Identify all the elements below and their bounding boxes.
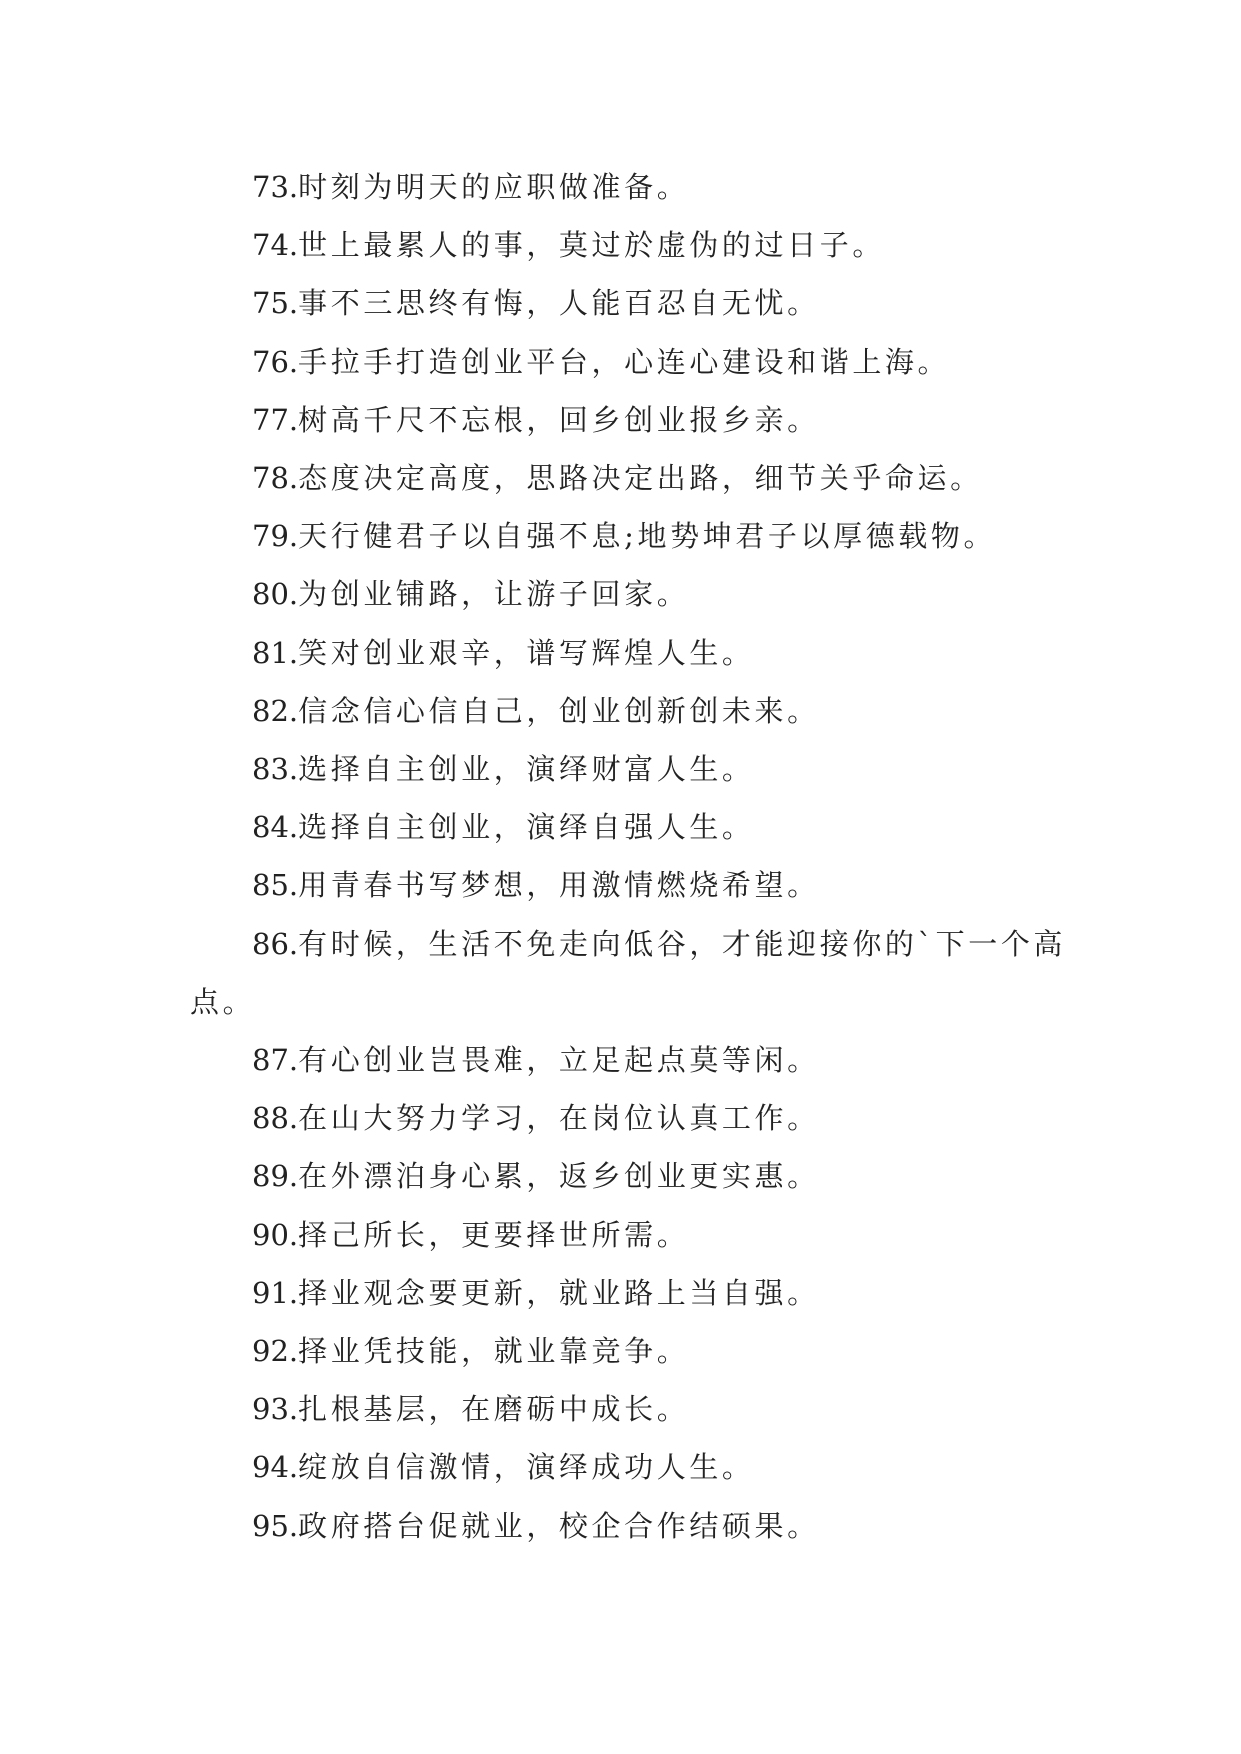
item-number: 81. [252,635,299,670]
item-text: 时刻为明天的应职做准备。 [298,170,690,204]
list-item [190,158,1070,216]
item-text: 世上最累人的事，莫过於虚伪的过日子。 [298,228,885,263]
list-item [190,1089,1070,1147]
slogan-list [190,158,1070,1555]
list-item [190,1031,1070,1089]
item-number: 75. [252,286,299,321]
list-item [190,856,1070,914]
item-number: 82. [252,693,299,728]
item-number: 78. [252,461,299,496]
item-text: 态度决定高度，思路决定出路，细节关乎命运。 [298,461,983,496]
item-text: 笑对创业艰辛，谱写辉煌人生。 [298,635,755,670]
item-number: 95. [252,1508,299,1543]
item-number: 88. [252,1101,299,1136]
item-text: 择业观念要更新，就业路上当自强。 [298,1275,820,1310]
list-item [190,1497,1070,1555]
list-item [190,915,1070,1031]
item-number: 84. [252,810,299,845]
list-item [190,274,1070,332]
item-text: 天行健君子以自强不息;地势坤君子以厚德载物。 [298,519,997,554]
item-text: 绽放自信激情，演绎成功人生。 [298,1450,755,1485]
item-number: 73. [252,170,299,204]
list-item [190,449,1070,507]
item-number: 87. [252,1043,299,1078]
item-number: 90. [252,1217,299,1252]
item-text: 有心创业岂畏难，立足起点莫等闲。 [298,1043,820,1078]
item-text: 选择自主创业，演绎财富人生。 [298,752,755,787]
list-item [190,1206,1070,1264]
item-text: 为创业铺路，让游子回家。 [298,577,690,612]
item-number: 91. [252,1275,299,1310]
item-text: 手拉手打造创业平台，心连心建设和谐上海。 [298,344,951,379]
list-item [190,1147,1070,1205]
item-number: 79. [252,519,299,554]
item-text: 用青春书写梦想，用激情燃烧希望。 [298,868,820,903]
list-item [190,798,1070,856]
item-number: 80. [252,577,299,612]
item-text: 有时候，生活不免走向低谷，才能迎接你的`下一个高点。 [190,926,1067,1019]
list-item [190,333,1070,391]
item-number: 76. [252,344,299,379]
item-number: 93. [252,1392,299,1427]
list-item [190,507,1070,565]
item-text: 择业凭技能，就业靠竞争。 [298,1334,690,1369]
item-text: 在山大努力学习，在岗位认真工作。 [298,1101,820,1136]
list-item [190,1322,1070,1380]
list-item [190,624,1070,682]
item-text: 扎根基层，在磨砺中成长。 [298,1392,690,1427]
item-text: 树高千尺不忘根，回乡创业报乡亲。 [298,402,820,437]
item-text: 选择自主创业，演绎自强人生。 [298,810,755,845]
item-text: 事不三思终有悔，人能百忍自无忧。 [298,286,820,321]
list-item [190,216,1070,274]
item-number: 89. [252,1159,299,1194]
list-item [190,682,1070,740]
item-number: 85. [252,868,299,903]
item-number: 94. [252,1450,299,1485]
list-item [190,1438,1070,1496]
item-text: 信念信心信自己，创业创新创未来。 [298,693,820,728]
list-item [190,740,1070,798]
item-text: 择己所长，更要择世所需。 [298,1217,690,1252]
item-text: 政府搭台促就业，校企合作结硕果。 [298,1508,820,1543]
item-number: 74. [252,228,299,263]
list-item [190,1380,1070,1438]
list-item [190,1264,1070,1322]
list-item [190,391,1070,449]
item-number: 86. [252,926,299,961]
item-text: 在外漂泊身心累，返乡创业更实惠。 [298,1159,820,1194]
list-item [190,565,1070,623]
item-number: 77. [252,402,299,437]
item-number: 83. [252,752,299,787]
item-number: 92. [252,1334,299,1369]
